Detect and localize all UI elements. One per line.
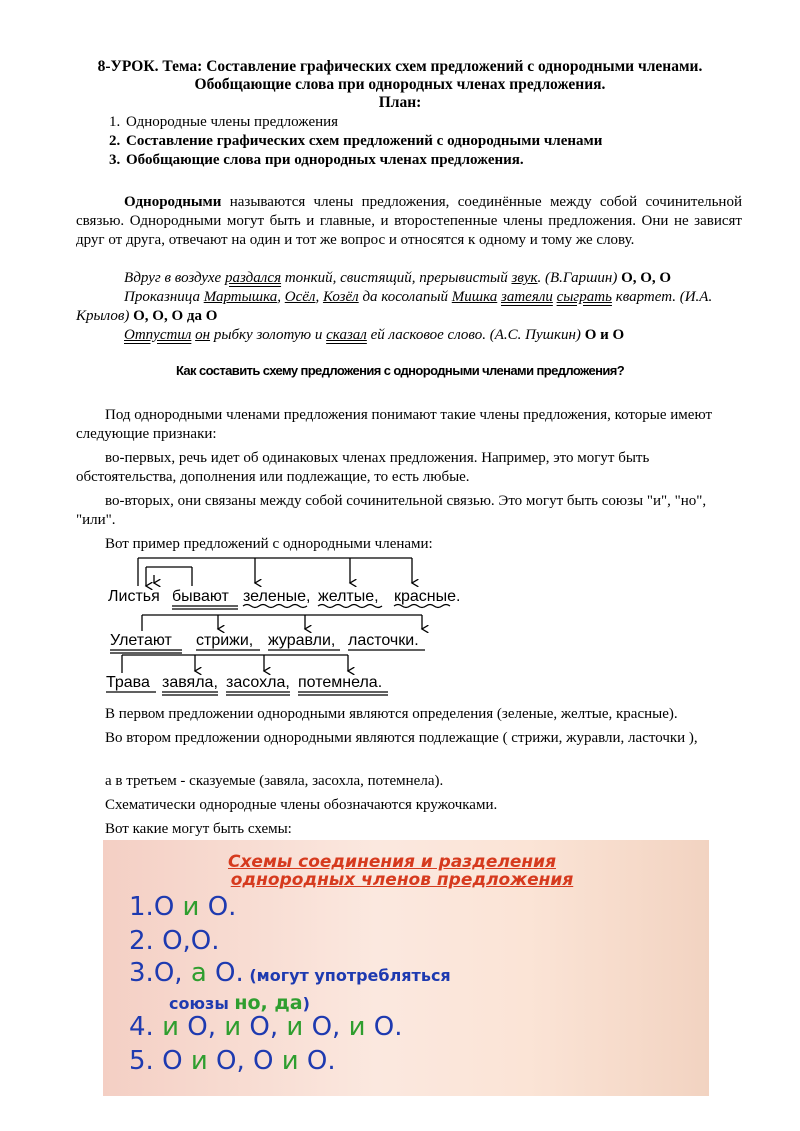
sentence2-underlines [110, 650, 425, 653]
scheme-row-5 [129, 1046, 336, 1076]
sentence3-arrows [122, 655, 348, 673]
scheme-conjunction: и [162, 1012, 179, 1042]
scheme-part: О, [303, 1012, 349, 1042]
predicate-word: раздался [224, 270, 282, 286]
diagram-word: Листья [108, 588, 160, 605]
diagram-word: потемнела. [298, 674, 383, 691]
schemes-title: Схемы соединения и разделения [227, 852, 556, 872]
example-text: рыбку золотую и [210, 327, 327, 343]
scheme-part: О, [178, 1012, 225, 1042]
diagram-word: стрижи, [196, 632, 254, 649]
scheme-conjunction: и [281, 1046, 299, 1076]
scheme-conjunction: и [224, 1012, 242, 1042]
lesson-title: 8-УРОК. Тема: Составление графических схем предложений с однородными членами. [97, 58, 703, 75]
sentence-diagram-svg [100, 553, 480, 703]
example-text: Вдруг в воздухе [124, 270, 225, 286]
example-text: , [277, 289, 285, 305]
scheme-part: О, [241, 1012, 287, 1042]
subject-word: Мишка [451, 289, 498, 305]
body-paragraph: Вот пример предложений с однородными членами: [105, 536, 433, 552]
example-text: Проказница [124, 289, 204, 305]
plan-item: 3. Обобщающие слова при однородных членах предложения. [124, 151, 756, 170]
scheme-part: О. [365, 1012, 403, 1042]
scheme-row-1 [129, 892, 236, 922]
sentence3-underlines [106, 692, 388, 695]
example-text: тонкий, свистящий, прерывистый [281, 270, 512, 286]
body-paragraph: Схематически однородные члены обозначаются кружочками. [105, 797, 498, 813]
subject-word: он [195, 327, 211, 343]
scheme-number: 1. [129, 892, 154, 922]
scheme-part: О [162, 1046, 191, 1076]
body-paragraph: во-вторых, они связаны между собой сочинительной связью. Это могут быть союзы "и", "но", "или". [76, 493, 707, 528]
schemes-subtitle: однородных членов предложения [230, 870, 574, 890]
scheme-number: 5. [129, 1046, 163, 1076]
sentence1-words [108, 588, 460, 605]
sentence2-arrows [142, 615, 422, 631]
example-text: , [315, 289, 323, 305]
diagram-word: журавли, [268, 632, 336, 649]
lesson-subtitle: Обобщающие слова при однородных членах предложения. [194, 76, 606, 93]
schemes-image [103, 840, 709, 1096]
definition-text: называются члены предложения, соединённые между собой сочинительной связью. Однородными могут быть и главные, и второстепенные члены предложения. Они не зависят друг от друга, отвечают на один и тот же вопрос и относятся к одному и тому же слову. [76, 194, 742, 248]
sentence1-underlines [172, 605, 450, 610]
scheme-part: О [153, 892, 183, 922]
example-text: квартет. (И.А. Крылов) [76, 289, 713, 324]
sentence2-words [110, 632, 419, 649]
example-2 [76, 288, 742, 326]
example-scheme: О, О, О [621, 270, 672, 286]
scheme-row-2: 2. О,О. [129, 926, 220, 956]
scheme-part: О, [153, 958, 191, 988]
plan-heading: План: [378, 94, 422, 111]
example-1 [124, 269, 671, 288]
definition-term: Однородными [124, 194, 222, 210]
body-paragraph: Во втором предложении однородными являются подлежащие ( стрижи, журавли, ласточки ), [105, 730, 698, 746]
scheme-note: (могут употребляться [243, 966, 451, 985]
diagram-word: бывают [172, 588, 229, 605]
body-paragraph: а в третьем - сказуемые (завяла, засохла, потемнела). [105, 773, 444, 789]
example-text: . (В.Гаршин) [537, 270, 622, 286]
plan-list [96, 113, 756, 170]
sentence3-words [106, 674, 382, 691]
subject-word: звук [511, 270, 538, 286]
scheme-part: О. [199, 892, 237, 922]
body-paragraph: Под однородными членами предложения понимают такие члены предложения, которые имеют следующие признаки: [76, 407, 713, 442]
diagram-word: Трава [106, 674, 150, 691]
section-question-heading: Как составить схему предложения с однородными членами предложения? [175, 363, 625, 378]
diagram-word: желтые, [318, 588, 379, 605]
diagram-word: Улетают [110, 632, 172, 649]
scheme-row-4 [129, 1012, 403, 1042]
example-3 [124, 326, 624, 345]
scheme-conjunction: и [348, 1012, 366, 1042]
example-scheme: О и О [584, 327, 625, 343]
predicate-word: сыграть [556, 289, 612, 305]
example-text: да косолапый [358, 289, 452, 305]
diagram-word: завяла, [162, 674, 218, 691]
subject-word: Козёл [322, 289, 359, 305]
body-paragraph: во-первых, речь идет об одинаковых членах предложения. Например, это могут быть обстоятельства, дополнения или подлежащие, то есть любые. [76, 450, 650, 485]
scheme-conjunction: и [286, 1012, 304, 1042]
scheme-note: союзы [169, 994, 235, 1013]
scheme-number: 3. [129, 958, 154, 988]
scheme-conjunction: и [182, 892, 200, 922]
example-text: ей ласковое слово. (А.С. Пушкин) [366, 327, 585, 343]
sentence-diagram [100, 553, 480, 703]
example-scheme: О, О, О да О [133, 308, 218, 324]
body-paragraph: Вот какие могут быть схемы: [105, 821, 292, 837]
predicate-word: сказал [326, 327, 367, 343]
subject-word: Осёл [284, 289, 316, 305]
subject-word: Мартышка [203, 289, 278, 305]
predicate-word: затеяли [501, 289, 553, 305]
sentence1-arrows [138, 558, 412, 586]
scheme-conjunction: и [190, 1046, 208, 1076]
scheme-note: ) [302, 994, 310, 1013]
predicate-word: Отпустил [124, 327, 192, 343]
plan-item: 1. Однородные члены предложения [124, 113, 756, 132]
scheme-part: О. [298, 1046, 336, 1076]
scheme-conjunction: а [190, 958, 207, 988]
definition-paragraph [76, 193, 742, 250]
diagram-word: красные. [394, 588, 461, 605]
scheme-part: О. [206, 958, 244, 988]
scheme-part: О [252, 1046, 282, 1076]
diagram-word: ласточки. [348, 632, 419, 649]
diagram-word: засохла, [226, 674, 290, 691]
scheme-number: 4. [129, 1012, 163, 1042]
scheme-conjunction: но, да [234, 992, 303, 1014]
plan-item: 2. Составление графических схем предложений с однородными членами [124, 132, 756, 151]
diagram-word: зеленые, [243, 588, 311, 605]
body-paragraph: В первом предложении однородными являются определения (зеленые, желтые, красные). [105, 706, 678, 722]
scheme-part: О, [207, 1046, 253, 1076]
